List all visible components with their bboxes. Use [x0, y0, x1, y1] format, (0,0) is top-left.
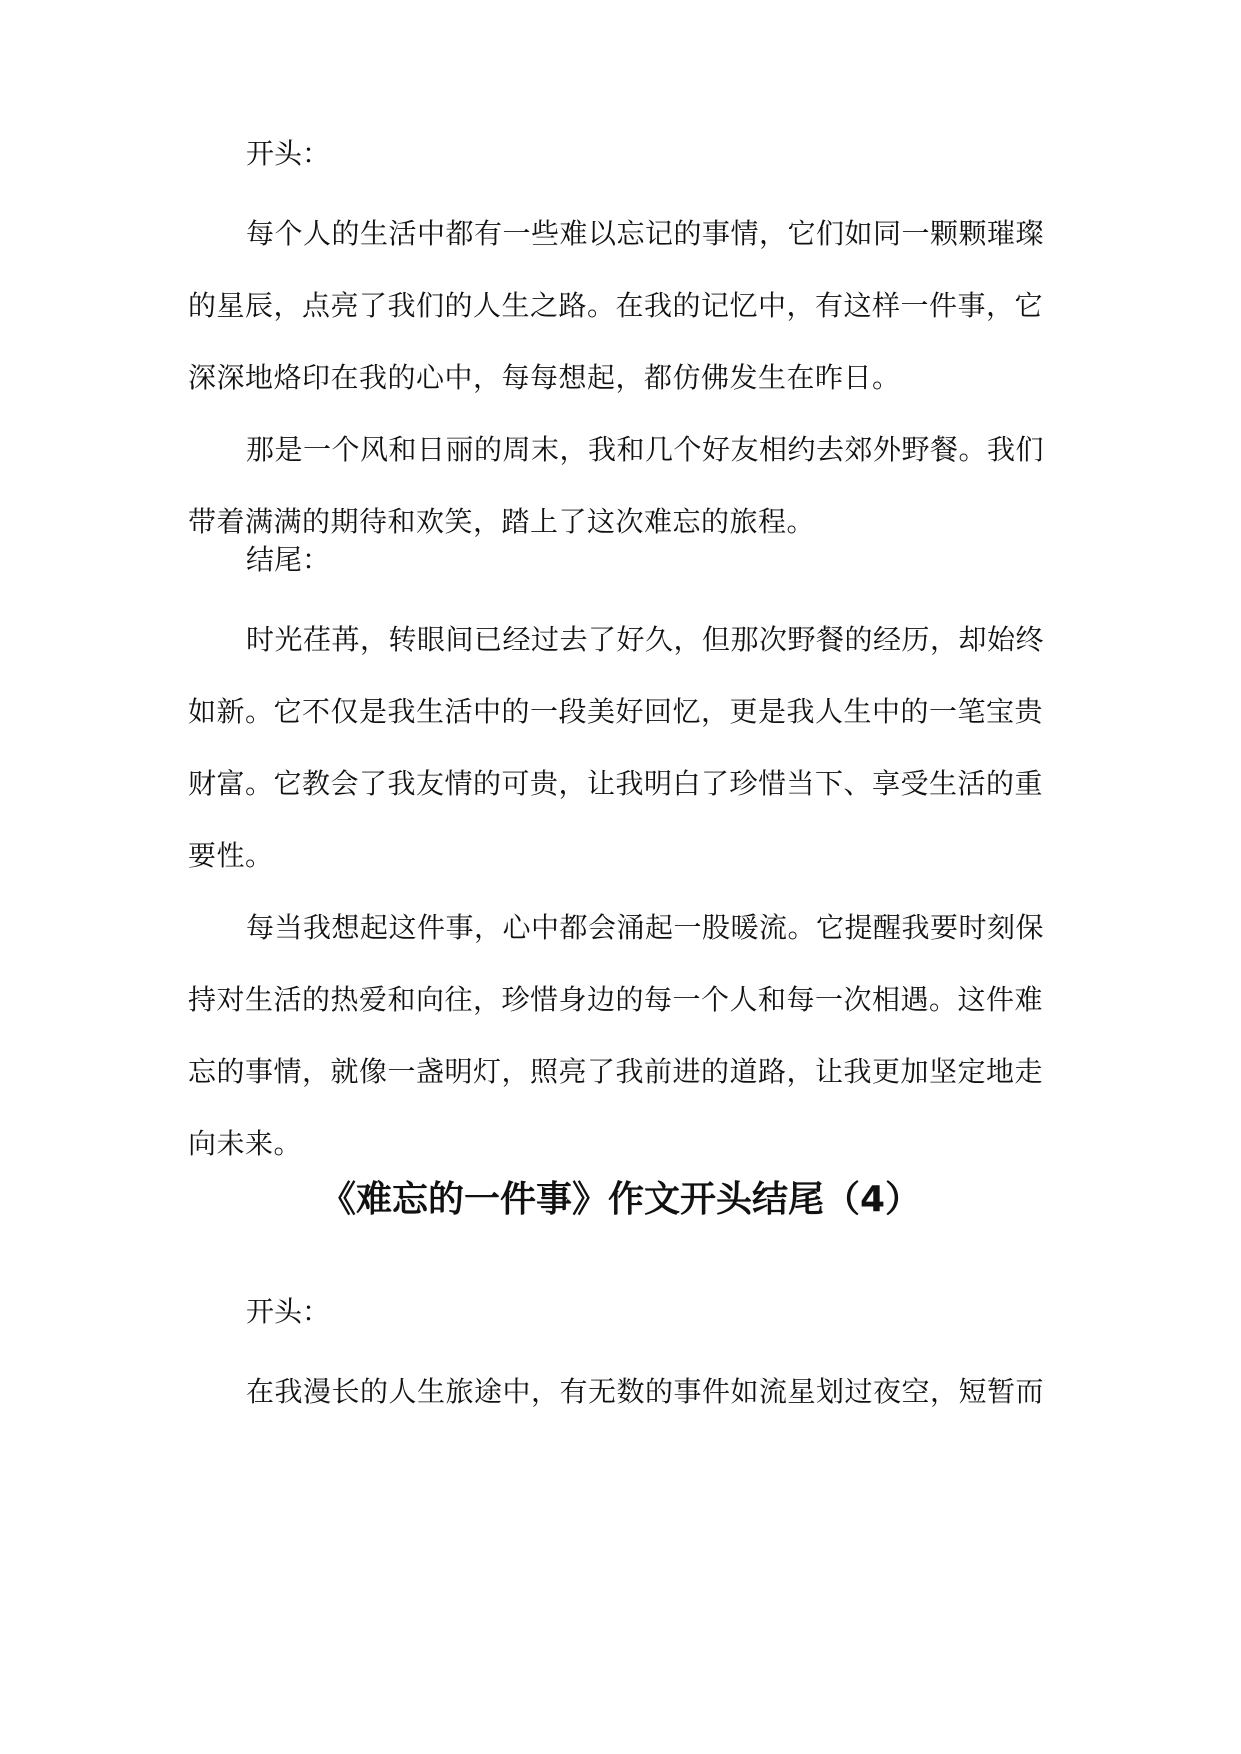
opening-paragraph-2: 那是一个风和日丽的周末，我和几个好友相约去郊外野餐。我们带着满满的期待和欢笑，踏上了这次难忘的旅程。 — [188, 433, 1045, 538]
opening-label-2: 开头： — [246, 1295, 331, 1328]
ending-label: 结尾： — [246, 543, 331, 576]
opening-paragraph-2-1: 在我漫长的人生旅途中，有无数的事件如流星划过夜空，短暂而 — [246, 1375, 1045, 1408]
opening-body — [188, 198, 1052, 558]
opening-body-2 — [188, 1356, 1052, 1428]
essay-title: 《难忘的一件事》作文开头结尾（4） — [319, 1179, 922, 1220]
ending-paragraph-2: 每当我想起这件事，心中都会涌起一股暖流。它提醒我要时刻保持对生活的热爱和向往，珍惜身边的每一个人和每一次相遇。这件难忘的事情，就像一盏明灯，照亮了我前进的道路，让我更加坚定地走向未来。 — [188, 911, 1045, 1160]
opening-paragraph-1: 每个人的生活中都有一些难以忘记的事情，它们如同一颗颗璀璨的星辰，点亮了我们的人生之路。在我的记忆中，有这样一件事，它深深地烙印在我的心中，每每想起，都仿佛发生在昨日。 — [188, 217, 1045, 394]
ending-paragraph-1: 时光荏苒，转眼间已经过去了好久，但那次野餐的经历，却始终如新。它不仅是我生活中的一段美好回忆，更是我人生中的一笔宝贵财富。它教会了我友情的可贵，让我明白了珍惜当下、享受生活的重要性。 — [188, 623, 1045, 872]
opening-label: 开头： — [246, 137, 331, 170]
ending-body — [188, 604, 1052, 1180]
